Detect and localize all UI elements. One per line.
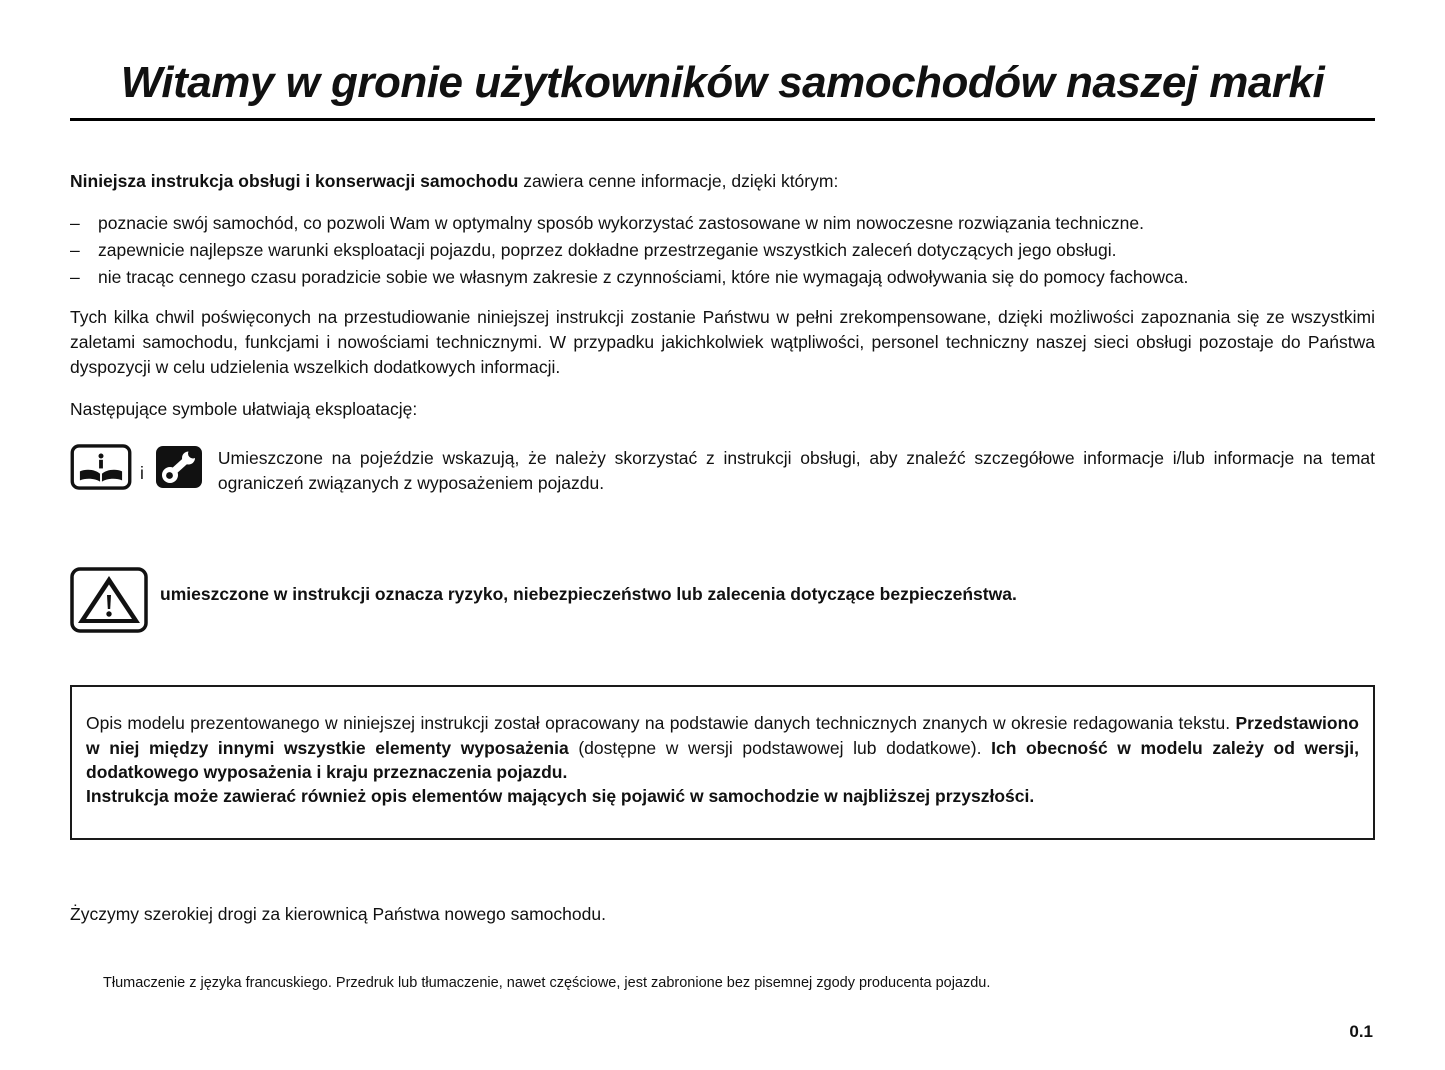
symbol-icon-group: [70, 444, 206, 490]
bullet-text: nie tracąc cennego czasu poradzicie sobie we własnym zakresie z czynnościami, które nie wymagają odwoływania się do pomocy fachowca.: [98, 267, 1189, 288]
notice-part-2: Przedstawiono w niej między innymi wszystkie elementy wyposażenia: [86, 713, 1359, 758]
intro-paragraph: Tych kilka chwil poświęconych na przestudiowanie niniejszej instrukcji zostanie Państwu w pełni zrekompensowane, dzięki możliwości zapoznania się ze wszystkimi zaletami samochodu, funkcjami i nowościami technicznymi. W przypadku jakichkolwiek wątpliwości, personel techniczny naszej sieci obsługi pozostaje do Państwa dyspozycji w celu udzielenia wszelkich dodatkowych informacji.: [70, 306, 1375, 377]
notice-part-3: (dostępne w wersji podstawowej lub dodatkowe).: [568, 737, 992, 758]
notice-paragraph-1: [86, 711, 1359, 783]
list-item: [70, 238, 1375, 263]
page-number: 0.1: [1349, 1022, 1373, 1041]
warning-symbol-row: [70, 567, 1375, 633]
notice-line-2: Instrukcja może zawierać również opis elementów mających się pojawić w samochodzie w najbliższej przyszłości.: [86, 785, 1035, 806]
list-item: [70, 211, 1375, 236]
notice-paragraph-2: [86, 784, 1359, 808]
bullet-text: zapewnicie najlepsze warunki eksploatacji pojazdu, poprzez dokładne przestrzeganie wszystkich zaleceń dotyczących jego obsługi.: [98, 240, 1117, 261]
notice-part-1: Opis modelu prezentowanego w niniejszej instrukcji został opracowany na podstawie danych technicznych znanych w okresie redagowania tekstu.: [86, 713, 1236, 734]
symbols-intro: Następujące symbole ułatwiają eksploatację:: [70, 398, 418, 419]
closing-wish: Życzymy szerokiej drogi za kierownicą Państwa nowego samochodu.: [70, 904, 606, 924]
translation-footnote: Tłumaczenie z języka francuskiego. Przedruk lub tłumaczenie, nawet częściowe, jest zabronione bez pisemnej zgody producenta pojazdu.: [103, 974, 991, 991]
book-wrench-symbol-row: [70, 444, 1375, 496]
model-description-notice-box: [70, 685, 1375, 840]
symbol-separator: i: [140, 462, 144, 483]
owner-manual-book-icon: [70, 444, 132, 490]
wrench-icon: [152, 445, 206, 489]
page-title: Witamy w gronie użytkowników samochodów naszej marki: [70, 58, 1375, 121]
list-item: [70, 265, 1375, 290]
intro-lead-rest: zawiera cenne informacje, dzięki którym:: [518, 171, 839, 191]
bullet-dash: –: [70, 267, 80, 288]
intro-lead-bold: Niniejsza instrukcja obsługi i konserwacji samochodu: [70, 171, 519, 191]
notice-part-4: Ich obecność w modelu zależy od wersji, dodatkowego wyposażenia i kraju przeznaczenia pojazdu.: [86, 737, 1360, 782]
intro-lead: [70, 169, 1375, 194]
warning-description: umieszczone w instrukcji oznacza ryzyko, niebezpieczeństwo lub zalecenia dotyczące bezpieczeństwa.: [160, 584, 1017, 605]
book-wrench-description: Umieszczone na pojeździe wskazują, że należy skorzystać z instrukcji obsługi, aby znaleźć szczegółowe informacje i/lub informacje na temat ograniczeń związanych z wyposażeniem pojazdu.: [217, 447, 1375, 493]
bullet-dash: –: [70, 240, 80, 261]
warning-triangle-icon: [70, 567, 148, 633]
bullet-dash: –: [70, 213, 80, 234]
intro-bullet-list: [70, 211, 1375, 290]
bullet-text: poznacie swój samochód, co pozwoli Wam w optymalny sposób wykorzystać zastosowane w nim nowoczesne rozwiązania techniczne.: [98, 213, 1144, 234]
